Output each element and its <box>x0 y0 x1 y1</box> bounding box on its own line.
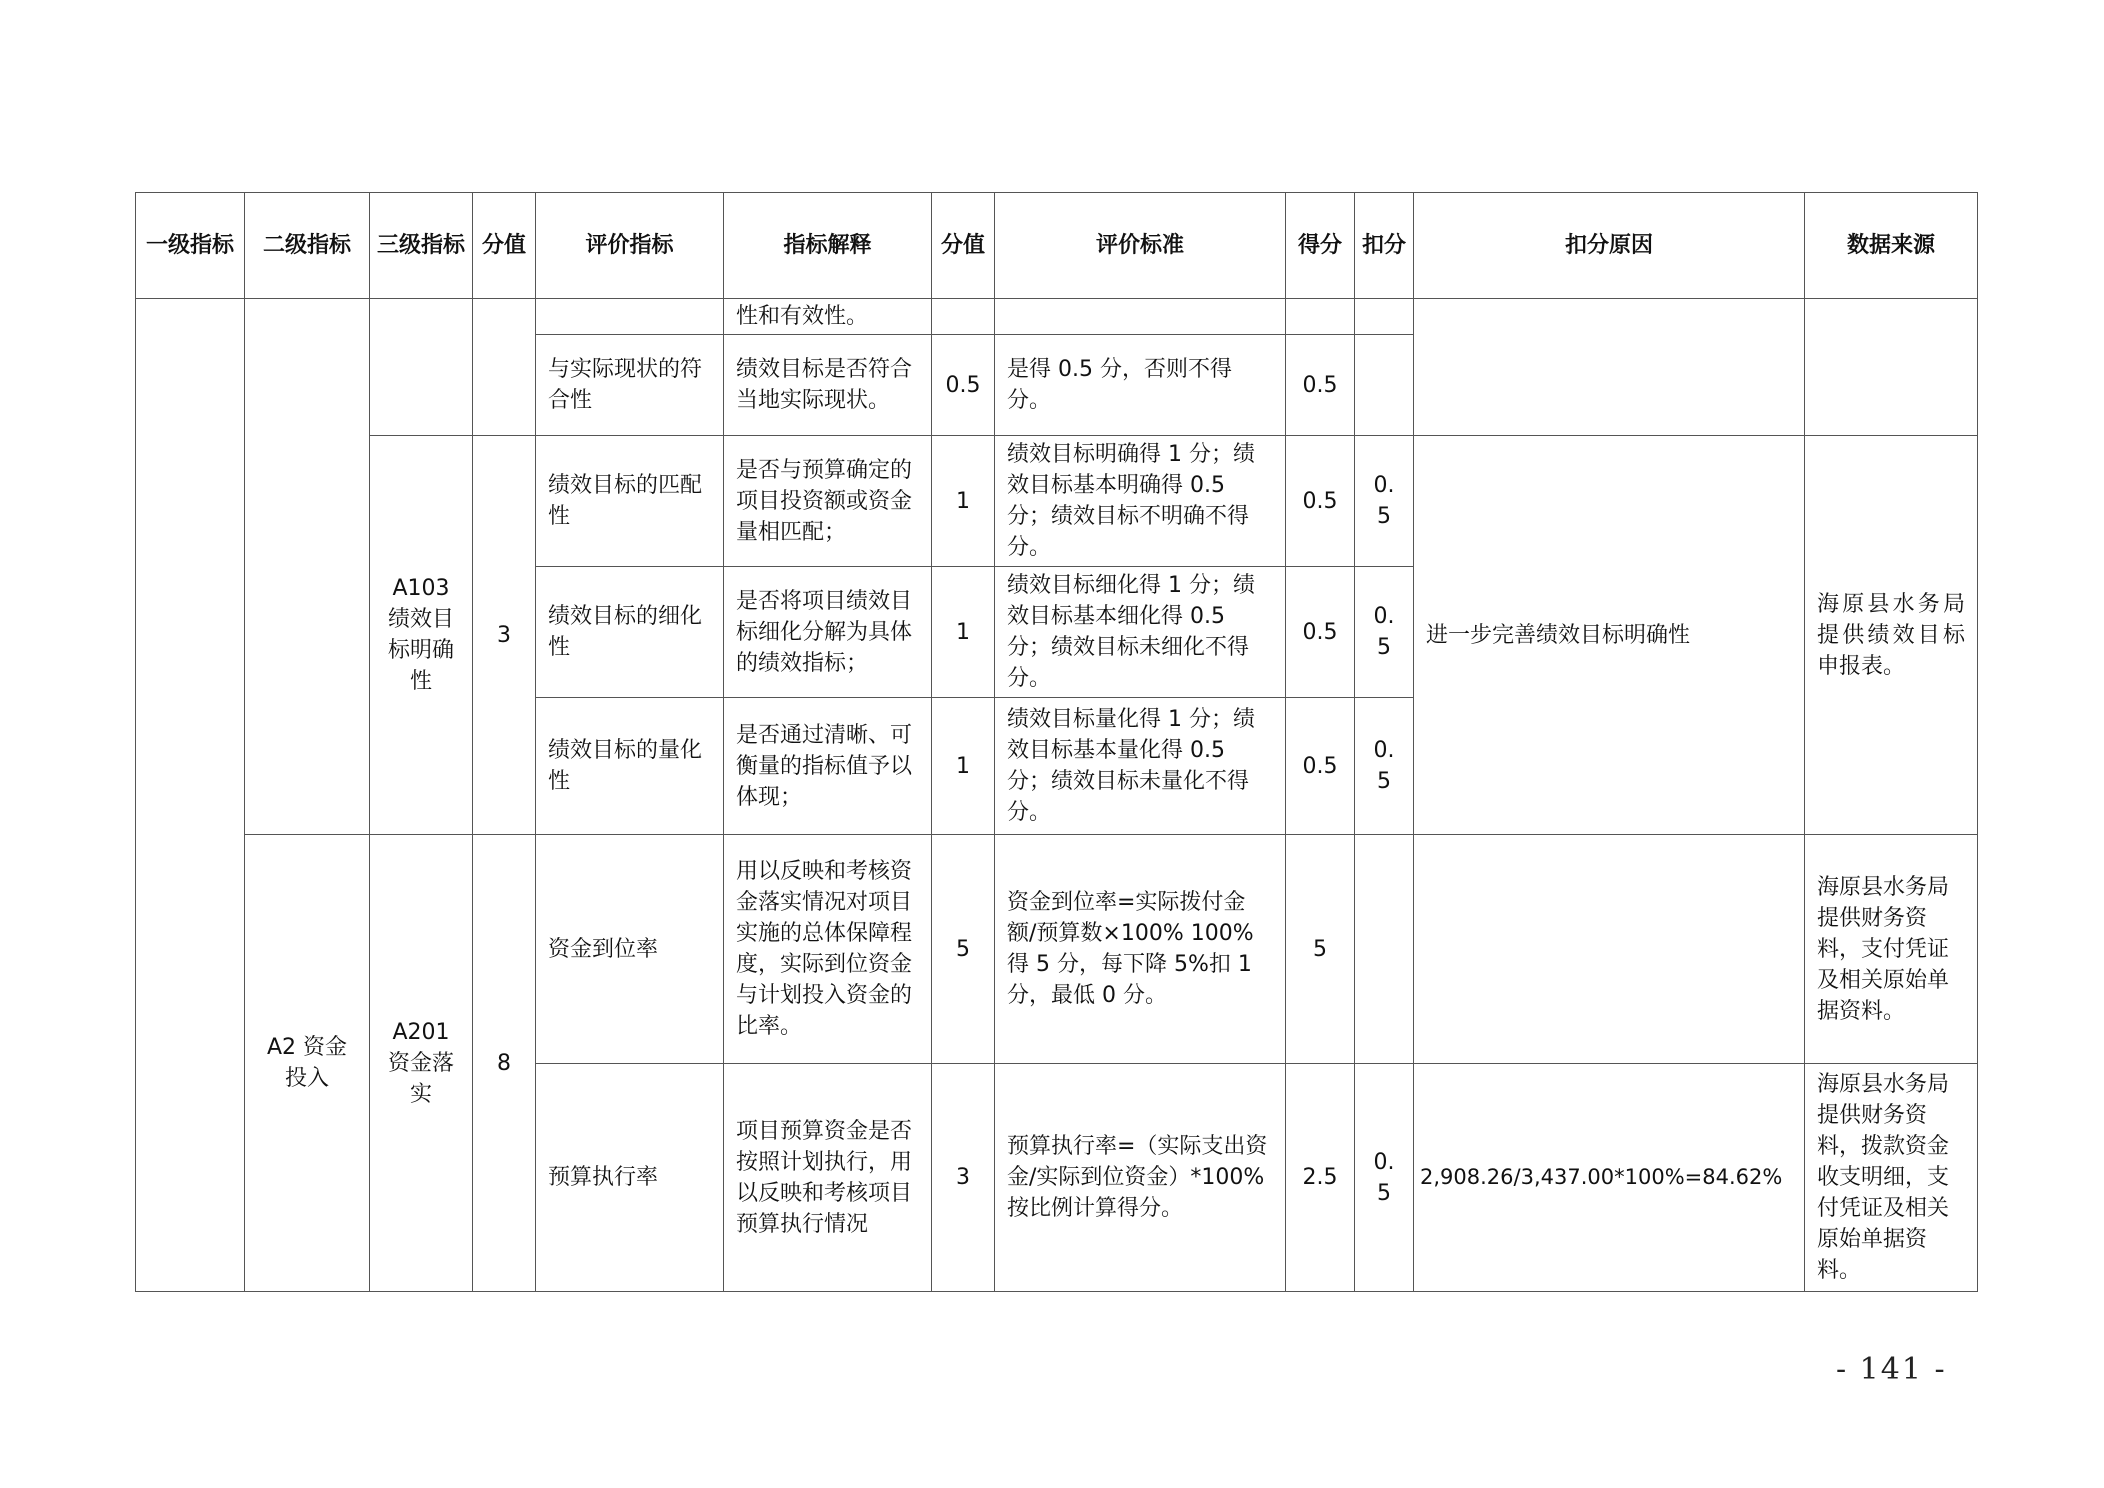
reason-cell: 进一步完善绩效目标明确性 <box>1414 436 1805 835</box>
level3-score-cell <box>473 299 536 436</box>
header-obtained: 得分 <box>1286 193 1355 299</box>
source-cell: 海原县水务局提供财务资料，拨款资金收支明细，支付凭证及相关原始单据资料。 <box>1805 1064 1978 1292</box>
indicator-cell: 与实际现状的符合性 <box>536 335 724 436</box>
score-cell: 1 <box>932 698 995 835</box>
explanation-cell: 性和有效性。 <box>724 299 932 335</box>
level2-cell: A2 资金投入 <box>245 835 370 1292</box>
indicator-cell: 绩效目标的匹配性 <box>536 436 724 567</box>
reason-cell <box>1414 835 1805 1064</box>
header-level2: 二级指标 <box>245 193 370 299</box>
deducted-cell <box>1355 299 1414 335</box>
deducted-cell <box>1355 835 1414 1064</box>
header-deduction-reason: 扣分原因 <box>1414 193 1805 299</box>
obtained-cell: 2.5 <box>1286 1064 1355 1292</box>
indicator-cell: 预算执行率 <box>536 1064 724 1292</box>
header-indicator-score: 分值 <box>932 193 995 299</box>
explanation-cell: 是否将项目绩效目标细化分解为具体的绩效指标； <box>724 567 932 698</box>
standard-cell: 资金到位率=实际拨付金额/预算数×100% 100%得 5 分，每下降 5%扣 1 分，最低 0 分。 <box>995 835 1286 1064</box>
evaluation-table <box>135 192 1978 1292</box>
explanation-cell: 是否与预算确定的项目投资额或资金量相匹配； <box>724 436 932 567</box>
header-standard: 评价标准 <box>995 193 1286 299</box>
deducted-cell: 0.5 <box>1355 567 1414 698</box>
indicator-cell: 绩效目标的细化性 <box>536 567 724 698</box>
header-row <box>136 193 1978 299</box>
deducted-cell <box>1355 335 1414 436</box>
level3-cell <box>370 299 473 436</box>
header-indicator: 评价指标 <box>536 193 724 299</box>
level3-score-cell: 8 <box>473 835 536 1292</box>
page-number: - 141 - <box>1836 1352 1947 1387</box>
level3-name: 资金落实 <box>387 1050 454 1107</box>
standard-cell: 绩效目标细化得 1 分；绩效目标基本细化得 0.5 分；绩效目标未细化不得分。 <box>995 567 1286 698</box>
score-cell: 0.5 <box>932 335 995 436</box>
explanation-cell: 项目预算资金是否按照计划执行，用以反映和考核项目预算执行情况 <box>724 1064 932 1292</box>
source-cell: 海原县水务局提供绩效目标申报表。 <box>1805 436 1978 835</box>
source-cell: 海原县水务局提供财务资料，支付凭证及相关原始单据资料。 <box>1805 835 1978 1064</box>
standard-cell: 绩效目标明确得 1 分；绩效目标基本明确得 0.5 分；绩效目标不明确不得分。 <box>995 436 1286 567</box>
standard-cell <box>995 299 1286 335</box>
obtained-cell: 0.5 <box>1286 567 1355 698</box>
header-deducted: 扣分 <box>1355 193 1414 299</box>
obtained-cell <box>1286 299 1355 335</box>
indicator-cell: 绩效目标的量化性 <box>536 698 724 835</box>
obtained-cell: 0.5 <box>1286 698 1355 835</box>
level3-name: 绩效目标明确性 <box>387 607 454 694</box>
standard-cell: 预算执行率=（实际支出资金/实际到位资金）*100% 按比例计算得分。 <box>995 1064 1286 1292</box>
obtained-cell: 5 <box>1286 835 1355 1064</box>
header-score: 分值 <box>473 193 536 299</box>
score-cell: 5 <box>932 835 995 1064</box>
deducted-cell: 0.5 <box>1355 436 1414 567</box>
level1-cell <box>136 299 245 1292</box>
table-row <box>136 835 1978 1064</box>
standard-cell: 是得 0.5 分，否则不得分。 <box>995 335 1286 436</box>
level3-code: A201 <box>392 1019 450 1045</box>
header-explanation: 指标解释 <box>724 193 932 299</box>
level2-cell <box>245 299 370 835</box>
explanation-cell: 绩效目标是否符合当地实际现状。 <box>724 335 932 436</box>
level3-cell <box>370 436 473 835</box>
explanation-cell: 是否通过清晰、可衡量的指标值予以体现； <box>724 698 932 835</box>
obtained-cell: 0.5 <box>1286 436 1355 567</box>
header-data-source: 数据来源 <box>1805 193 1978 299</box>
level3-cell <box>370 835 473 1292</box>
score-cell: 1 <box>932 567 995 698</box>
indicator-cell <box>536 299 724 335</box>
table-row <box>136 299 1978 335</box>
table-row <box>136 436 1978 567</box>
standard-cell: 绩效目标量化得 1 分；绩效目标基本量化得 0.5 分；绩效目标未量化不得分。 <box>995 698 1286 835</box>
indicator-cell: 资金到位率 <box>536 835 724 1064</box>
source-cell <box>1805 299 1978 436</box>
header-level1: 一级指标 <box>136 193 245 299</box>
explanation-cell: 用以反映和考核资金落实情况对项目实施的总体保障程度，实际到位资金与计划投入资金的比率。 <box>724 835 932 1064</box>
score-cell <box>932 299 995 335</box>
obtained-cell: 0.5 <box>1286 335 1355 436</box>
deducted-cell: 0.5 <box>1355 1064 1414 1292</box>
level3-code: A103 <box>392 576 450 601</box>
score-cell: 1 <box>932 436 995 567</box>
deducted-cell: 0.5 <box>1355 698 1414 835</box>
reason-cell <box>1414 299 1805 436</box>
level3-score-cell: 3 <box>473 436 536 835</box>
reason-cell: 2,908.26/3,437.00*100%=84.62% <box>1414 1064 1805 1292</box>
score-cell: 3 <box>932 1064 995 1292</box>
header-level3: 三级指标 <box>370 193 473 299</box>
